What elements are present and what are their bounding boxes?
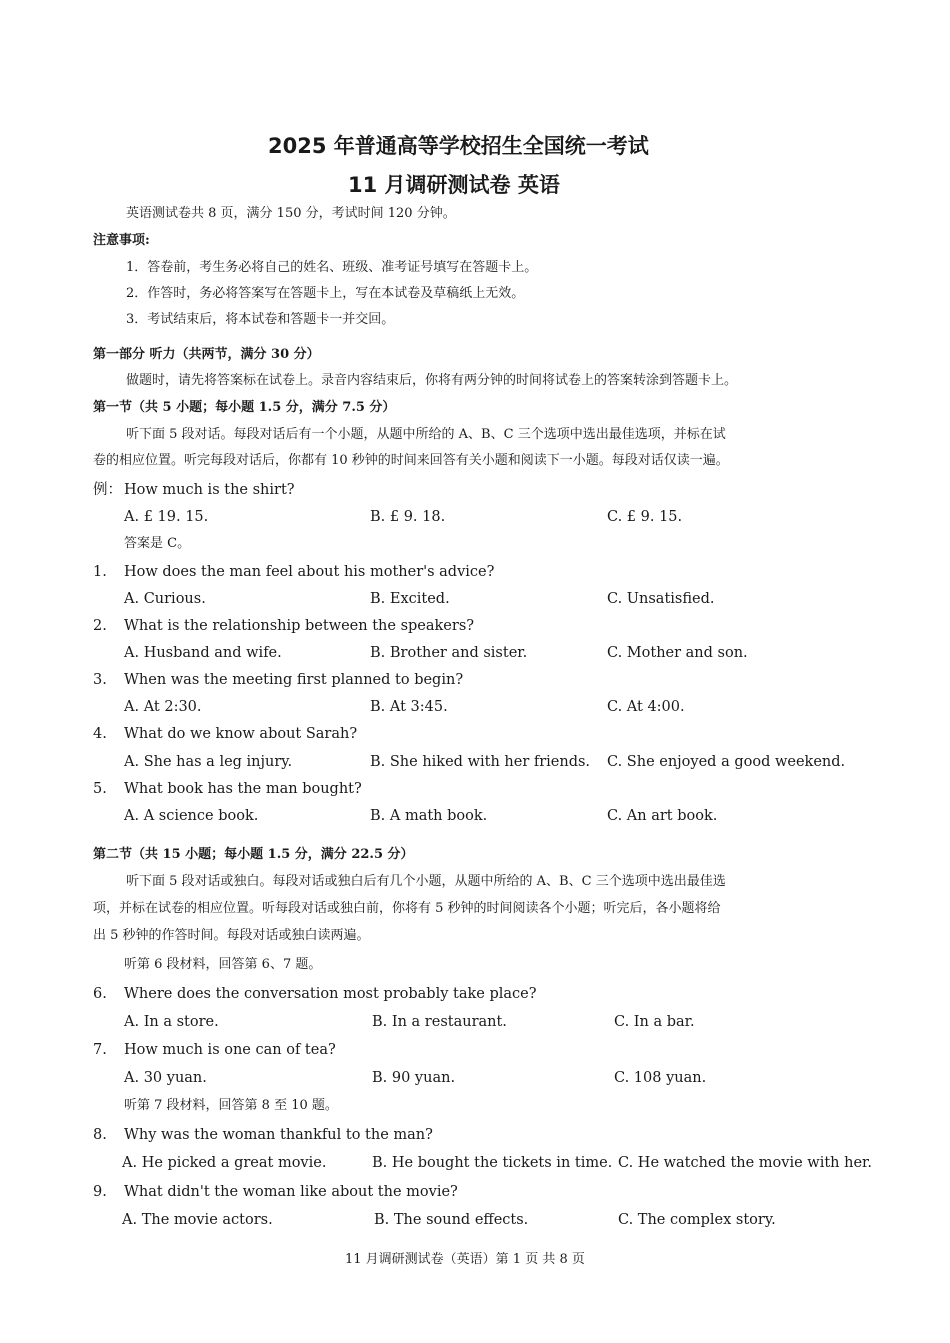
option-a: A. Curious.	[124, 591, 206, 607]
option-c: C. An art book.	[607, 808, 718, 824]
notice-item: 1．答卷前，考生务必将自己的姓名、班级、准考证号填写在答题卡上。	[126, 260, 538, 275]
section2-instruction: 出 5 秒钟的作答时间。每段对话或独白读两遍。	[93, 928, 370, 943]
question-number: 3.	[93, 672, 107, 688]
question-text: What didn't the woman like about the movie?	[124, 1184, 458, 1200]
page-footer: 11 月调研测试卷（英语）第 1 页 共 8 页	[345, 1252, 585, 1267]
notice-item: 3．考试结束后，将本试卷和答题卡一并交回。	[126, 312, 395, 327]
option-a: A. The movie actors.	[122, 1212, 273, 1228]
question-text: What book has the man bought?	[124, 781, 362, 797]
option-b: B. A math book.	[370, 808, 488, 824]
section2-heading: 第二节（共 15 小题；每小题 1.5 分，满分 22.5 分）	[93, 847, 414, 862]
exam-title: 2025 年普通高等学校招生全国统一考试	[268, 134, 649, 158]
part1-intro: 做题时，请先将答案标在试卷上。录音内容结束后，你将有两分钟的时间将试卷上的答案转涂到答题卡上。	[126, 373, 738, 388]
example-option-b: B. £ 9. 18.	[370, 509, 446, 525]
option-a: A. She has a leg injury.	[124, 754, 293, 770]
part1-heading: 第一部分 听力（共两节，满分 30 分）	[93, 347, 320, 362]
question-text: How much is one can of tea?	[124, 1042, 336, 1058]
example-option-a: A. £ 19. 15.	[124, 509, 209, 525]
option-a: A. 30 yuan.	[124, 1070, 207, 1086]
material-note: 听第 7 段材料，回答第 8 至 10 题。	[124, 1098, 338, 1113]
question-number: 1.	[93, 564, 107, 580]
notice-item: 2．作答时，务必将答案写在答题卡上，写在本试卷及草稿纸上无效。	[126, 286, 525, 301]
option-b: B. She hiked with her friends.	[370, 754, 591, 770]
option-a: A. At 2:30.	[124, 699, 202, 715]
option-c: C. He watched the movie with her.	[618, 1155, 872, 1171]
question-text: Where does the conversation most probably take place?	[124, 986, 537, 1002]
option-c: C. She enjoyed a good weekend.	[607, 754, 846, 770]
question-number: 5.	[93, 781, 107, 797]
section1-instruction: 听下面 5 段对话。每段对话后有一个小题，从题中所给的 A、B、C 三个选项中选出最佳选项，并标在试	[126, 427, 726, 442]
option-b: B. At 3:45.	[370, 699, 448, 715]
option-b: B. 90 yuan.	[372, 1070, 456, 1086]
question-number: 4.	[93, 726, 107, 742]
example-option-c: C. £ 9. 15.	[607, 509, 683, 525]
section1-instruction: 卷的相应位置。听完每段对话后，你都有 10 秒钟的时间来回答有关小题和阅读下一小题。每段对话仅读一遍。	[93, 453, 729, 468]
section1-heading: 第一节（共 5 小题；每小题 1.5 分，满分 7.5 分）	[93, 400, 396, 415]
section2-instruction: 听下面 5 段对话或独白。每段对话或独白后有几个小题，从题中所给的 A、B、C 三个选项中选出最佳选	[126, 874, 726, 889]
example-answer: 答案是 C。	[124, 536, 191, 551]
option-c: C. Unsatisfied.	[607, 591, 715, 607]
question-text: Why was the woman thankful to the man?	[124, 1127, 433, 1143]
material-note: 听第 6 段材料，回答第 6、7 题。	[124, 957, 322, 972]
exam-info: 英语测试卷共 8 页，满分 150 分，考试时间 120 分钟。	[126, 206, 456, 221]
question-text: What is the relationship between the speakers?	[124, 618, 475, 634]
example-label: 例：	[93, 482, 122, 498]
option-b: B. He bought the tickets in time.	[372, 1155, 613, 1171]
question-text: How does the man feel about his mother's advice?	[124, 564, 495, 580]
question-number: 2.	[93, 618, 107, 634]
question-text: When was the meeting first planned to begin?	[124, 672, 464, 688]
option-a: A. In a store.	[124, 1014, 219, 1030]
question-number: 7.	[93, 1042, 107, 1058]
question-number: 8.	[93, 1127, 107, 1143]
option-c: C. 108 yuan.	[614, 1070, 707, 1086]
section2-instruction: 项，并标在试卷的相应位置。听每段对话或独白前，你将有 5 秒钟的时间阅读各个小题；听完后，各小题将给	[93, 901, 721, 916]
example-question: How much is the shirt?	[124, 482, 295, 498]
question-number: 9.	[93, 1184, 107, 1200]
option-b: B. The sound effects.	[374, 1212, 529, 1228]
question-number: 6.	[93, 986, 107, 1002]
option-c: C. The complex story.	[618, 1212, 776, 1228]
option-b: B. Excited.	[370, 591, 450, 607]
notice-heading: 注意事项:	[93, 233, 150, 248]
option-b: B. Brother and sister.	[370, 645, 528, 661]
option-c: C. Mother and son.	[607, 645, 748, 661]
option-b: B. In a restaurant.	[372, 1014, 507, 1030]
question-text: What do we know about Sarah?	[124, 726, 358, 742]
option-a: A. A science book.	[124, 808, 259, 824]
option-a: A. He picked a great movie.	[122, 1155, 327, 1171]
option-c: C. At 4:00.	[607, 699, 685, 715]
exam-subtitle: 11 月调研测试卷 英语	[348, 173, 560, 197]
option-c: C. In a bar.	[614, 1014, 695, 1030]
option-a: A. Husband and wife.	[124, 645, 282, 661]
